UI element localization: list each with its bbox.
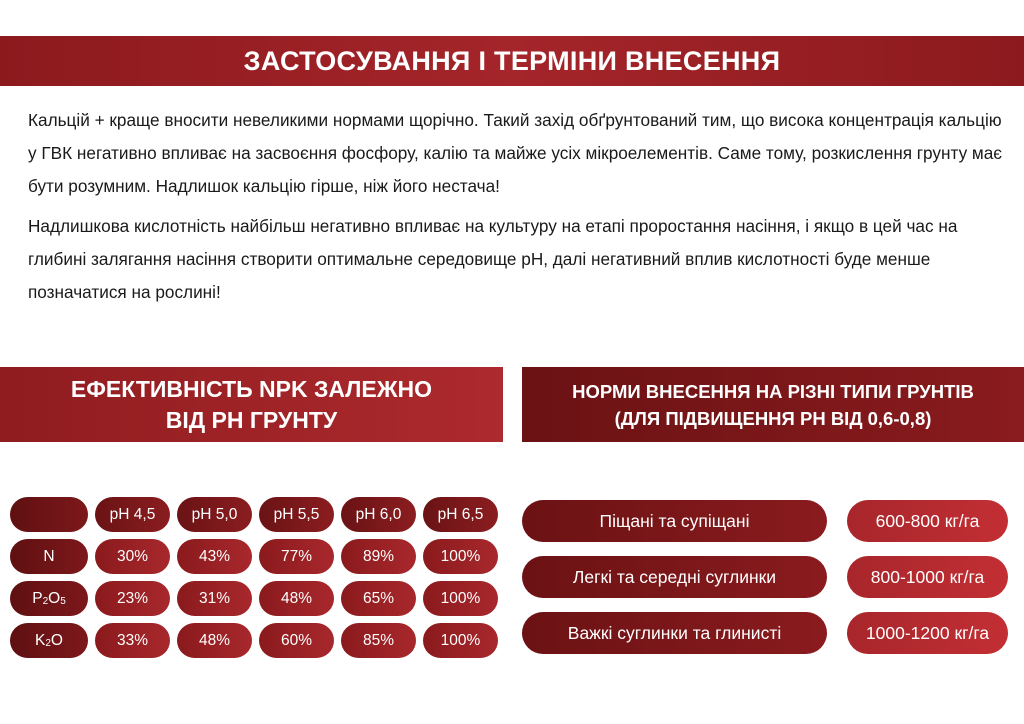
npk-row-label: N: [10, 539, 88, 574]
npk-col-header: pH 4,5: [95, 497, 170, 532]
norms-title-line2: (ДЛЯ ПІДВИЩЕННЯ PH ВІД 0,6-0,8): [614, 407, 932, 429]
npk-cell: 23%: [95, 581, 170, 616]
npk-row-n: [10, 539, 505, 574]
application-rate: 1000-1200 кг/га: [847, 612, 1008, 654]
npk-cell: 31%: [177, 581, 252, 616]
npk-cell: 33%: [95, 623, 170, 658]
formula-part: O: [48, 589, 61, 607]
header-banner: [0, 36, 1024, 86]
npk-row-label: [10, 623, 88, 658]
soil-type-label: Важкі суглинки та глинисті: [522, 612, 827, 654]
npk-cell: 77%: [259, 539, 334, 574]
norms-list: [522, 500, 1008, 668]
norms-title-line1: НОРМИ ВНЕСЕННЯ НА РІЗНІ ТИПИ ГРУНТІВ: [572, 380, 974, 402]
norms-section-header: [522, 367, 1024, 442]
formula-part: O: [50, 631, 63, 649]
npk-header-row: [10, 497, 505, 532]
npk-cell: 48%: [259, 581, 334, 616]
application-rate: 800-1000 кг/га: [847, 556, 1008, 598]
npk-cell: 65%: [341, 581, 416, 616]
npk-cell: 100%: [423, 539, 498, 574]
formula-subscript: 5: [60, 596, 66, 607]
npk-title-line1: ЕФЕКТИВНІСТЬ NPK ЗАЛЕЖНО: [70, 375, 433, 402]
npk-table: [10, 497, 505, 665]
npk-cell: 48%: [177, 623, 252, 658]
paragraph-calcium: Кальцій + краще вносити невеликими нормами щорічно. Такий захід обґрунтований тим, що висока концентрація кальцію у ГВК негативно впливає на засвоєння фосфору, калію та майже усіх мікроелементів. Саме тому, розкислення грунту має бути розумним. Надлишок кальцію гірше, ніж його нестача!: [28, 110, 1003, 196]
soil-type-label: Легкі та середні суглинки: [522, 556, 827, 598]
application-rate: 600-800 кг/га: [847, 500, 1008, 542]
npk-cell: 100%: [423, 581, 498, 616]
npk-col-header: pH 6,5: [423, 497, 498, 532]
npk-row-k2o: [10, 623, 505, 658]
npk-row-label: [10, 581, 88, 616]
npk-cell: 30%: [95, 539, 170, 574]
npk-col-header: pH 6,0: [341, 497, 416, 532]
formula-part: P: [32, 589, 43, 607]
intro-text: [28, 104, 1003, 316]
paragraph-acidity: Надлишкова кислотність найбільш негативно впливає на культуру на етапі проростання насіння, і якщо в цей час на глибині залягання насіння створити оптимальне середовище рН, далі негативний вплив кислотності буде менше позначатися на рослині!: [28, 216, 958, 302]
npk-col-header: pH 5,5: [259, 497, 334, 532]
npk-cell: 89%: [341, 539, 416, 574]
npk-cell: 85%: [341, 623, 416, 658]
norm-row: [522, 500, 1008, 542]
npk-cell: 60%: [259, 623, 334, 658]
formula-subscript: 2: [45, 638, 51, 649]
page-title: ЗАСТОСУВАННЯ І ТЕРМІНИ ВНЕСЕННЯ: [243, 45, 781, 76]
npk-col-header: pH 5,0: [177, 497, 252, 532]
npk-cell: 100%: [423, 623, 498, 658]
npk-cell: 43%: [177, 539, 252, 574]
npk-corner-cell: [10, 497, 88, 532]
soil-type-label: Піщані та супіщані: [522, 500, 827, 542]
norm-row: [522, 612, 1008, 654]
norm-row: [522, 556, 1008, 598]
formula-subscript: 2: [42, 596, 49, 607]
formula-part: K: [35, 631, 46, 649]
npk-section-header: [0, 367, 503, 442]
npk-row-p2o5: [10, 581, 505, 616]
npk-title-line2: ВІД PH ГРУНТУ: [165, 406, 338, 433]
